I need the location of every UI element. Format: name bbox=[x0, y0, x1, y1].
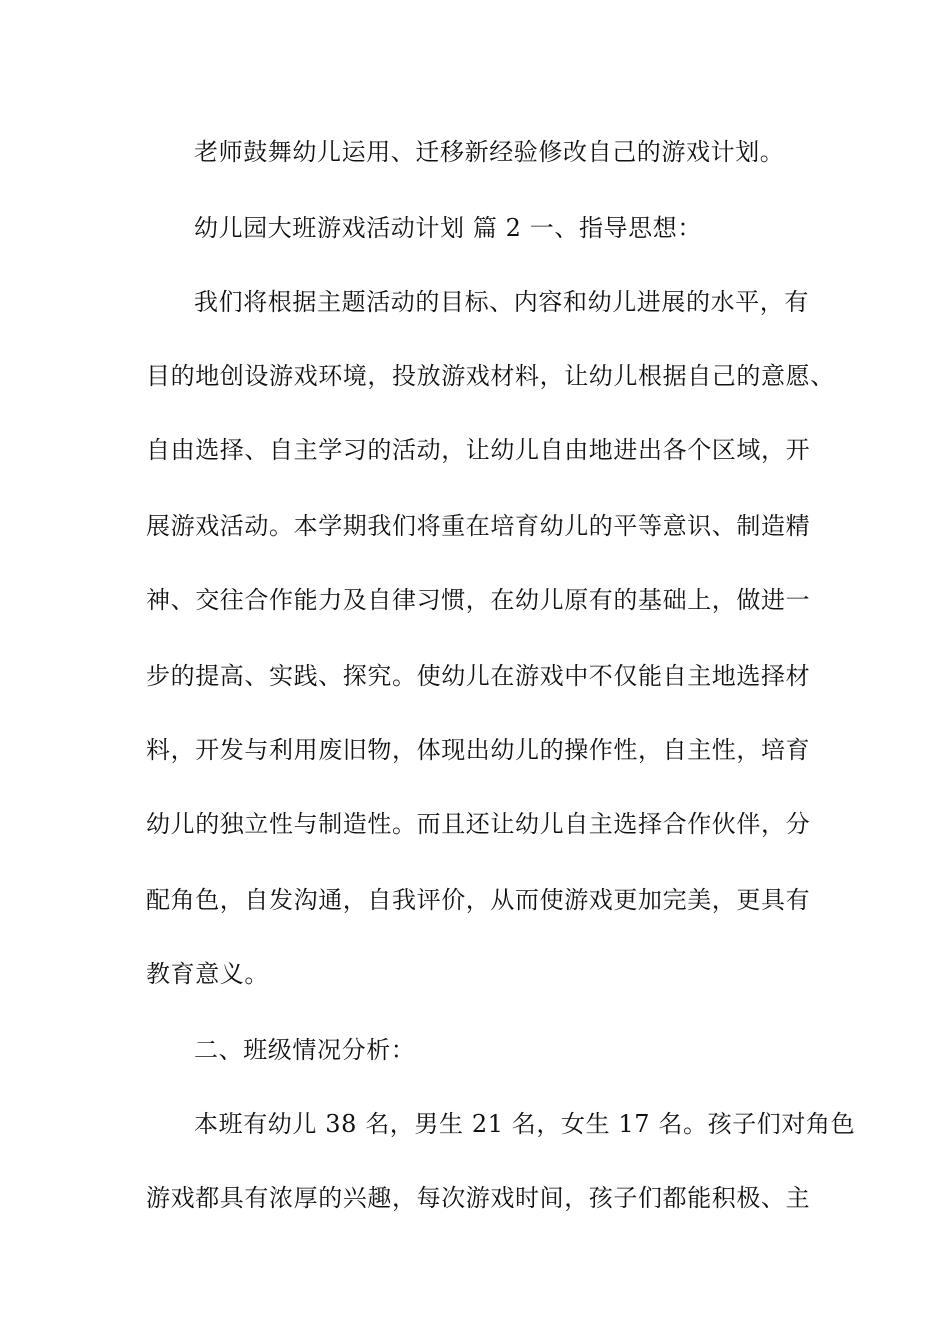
text-line: 展游戏活动。本学期我们将重在培育幼儿的平等意识、制造精 bbox=[146, 512, 811, 540]
text-line: 配角色，自发沟通，自我评价，从而使游戏更加完美，更具有 bbox=[146, 886, 811, 914]
section-heading: 二、班级情况分析： bbox=[194, 1036, 416, 1064]
text-line: 本班有幼儿 38 名，男生 21 名，女生 17 名。孩子们对角色 bbox=[194, 1110, 856, 1138]
text-line: 幼儿园大班游戏活动计划 篇 2 一、指导思想： bbox=[194, 214, 702, 242]
text-line: 教育意义。 bbox=[146, 960, 269, 988]
text-line: 游戏都具有浓厚的兴趣，每次游戏时间，孩子们都能积极、主 bbox=[146, 1184, 811, 1212]
text-line: 我们将根据主题活动的目标、内容和幼儿进展的水平，有 bbox=[194, 288, 809, 316]
text-line: 步的提高、实践、探究。使幼儿在游戏中不仅能自主地选择材 bbox=[146, 662, 811, 690]
text-line: 神、交往合作能力及自律习惯，在幼儿原有的基础上，做进一 bbox=[146, 586, 811, 614]
text-line: 老师鼓舞幼儿运用、迁移新经验修改自己的游戏计划。 bbox=[194, 138, 785, 166]
text-line: 料，开发与利用废旧物，体现出幼儿的操作性，自主性，培育 bbox=[146, 736, 811, 764]
text-line: 幼儿的独立性与制造性。而且还让幼儿自主选择合作伙伴，分 bbox=[146, 810, 811, 838]
text-line: 自由选择、自主学习的活动，让幼儿自由地进出各个区域，开 bbox=[146, 436, 811, 464]
text-line: 目的地创设游戏环境，投放游戏材料，让幼儿根据自己的意愿、 bbox=[146, 362, 835, 390]
